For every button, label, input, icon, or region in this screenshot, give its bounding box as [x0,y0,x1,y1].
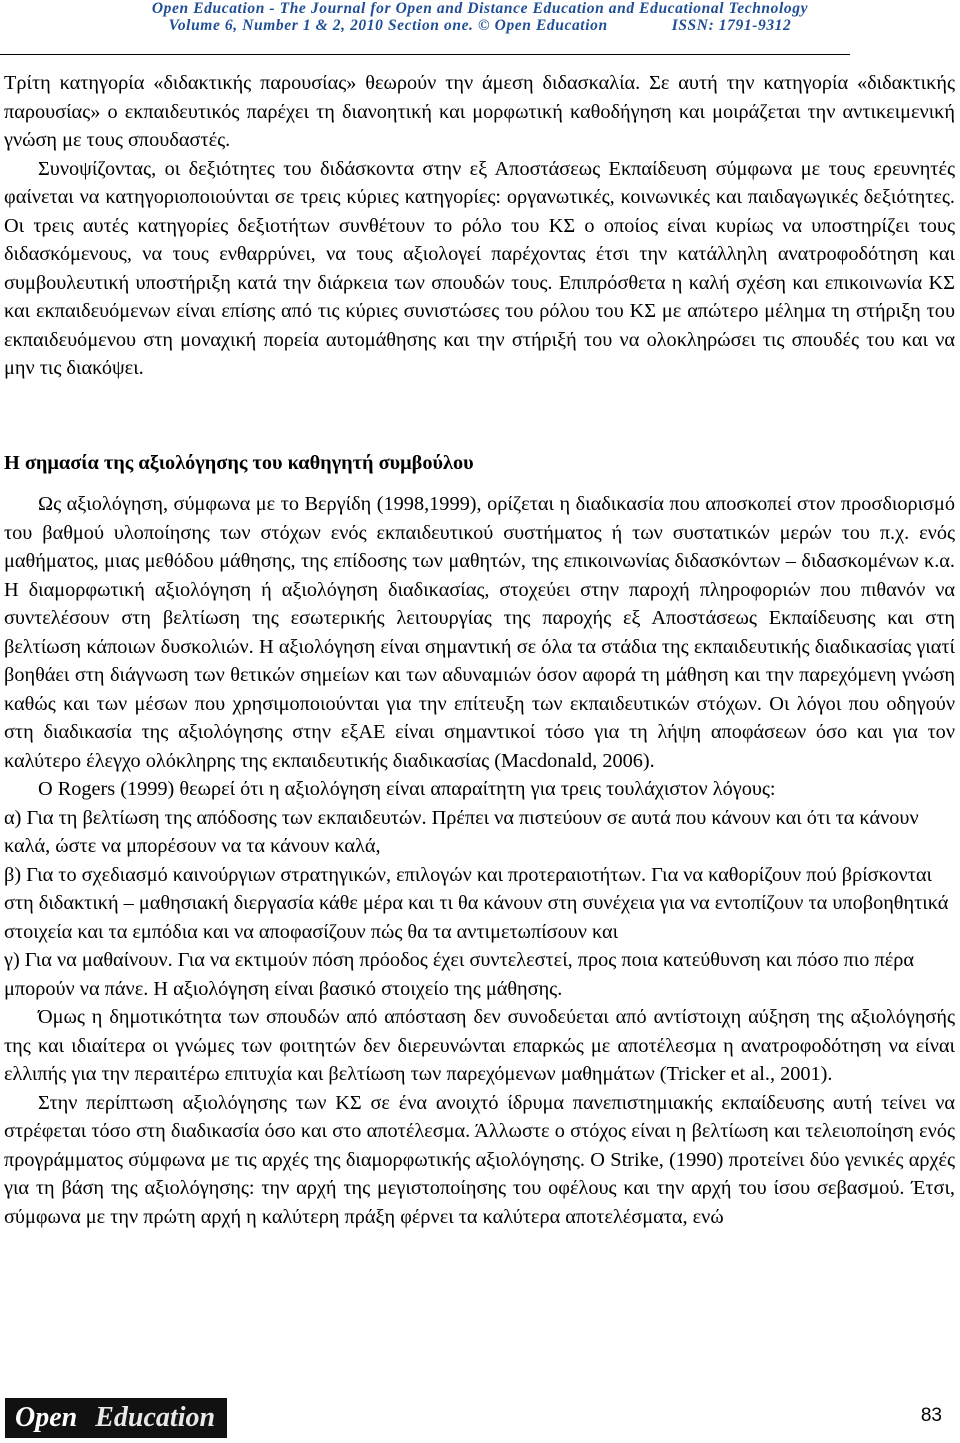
paragraph: Όμως η δημοτικότητα των σπουδών από απόσταση δεν συνοδεύεται από αντίστοιχη αύξηση της αξιολόγησής της και ιδιαίτερα οι γνώμες των φοιτητών δεν διερευνώνται επαρκώς με αποτέλεσμα η ανατροφοδότηση να είναι ελλιπής για την περαιτέρω επιτυχία και βελτίωση των παρεχόμενων μαθημάτων (Tricker et al., 2001). [4,1006,955,1085]
open-education-logo [5,1398,227,1438]
list-item: β) Για το σχεδιασμό καινούργιων στρατηγικών, επιλογών και προτεραιοτήτων. Για να καθορίζουν πού βρίσκονται στη διδακτική – μαθησιακή διεργασία κάθε μέρα και τι θα κάνουν στη συνέχεια για να εντοπίζουν τα υποβοηθητικά στοιχεία και τα εμπόδια και να αποφασίζουν πώς θα τα αντιμετωπίσουν και [4,863,949,943]
list-item: γ) Για να μαθαίνουν. Για να εκτιμούν πόση πρόοδος έχει συντελεστεί, προς ποια κατεύθυνση και πόσο πιο πέρα μπορούν να πάνε. Η αξιολόγηση είναι βασικό στοιχείο της μάθησης. [4,949,914,1000]
issn-text: ISSN: 1791-9312 [671,17,792,34]
list-item: α) Για τη βελτίωση της απόδοσης των εκπαιδευτών. Πρέπει να πιστεύουν σε αυτά που κάνουν και ότι τα κάνουν καλά, ώστε να μπορέσουν να τα κάνουν καλά, [4,806,919,857]
section-heading: Η σημασία της αξιολόγησης του καθηγητή συμβούλου [4,452,474,474]
paragraph: Συνοψίζοντας, οι δεξιότητες του διδάσκοντα στην εξ Αποστάσεως Εκπαίδευση σύμφωνα με τους ερευνητές φαίνεται να κατηγοριοποιούνται σε τρεις κύριες κατηγορίες: οργανωτικές, κοινωνικές και παιδαγωγικές δεξιότητες. Οι τρεις αυτές κατηγορίες δεξιοτήτων συνθέτουν το ρόλο του ΚΣ ο οποίος είναι κυρίως να υποστηρίζει τους διδασκόμενους, να τους ενθαρρύνει, να τους αξιολογεί παρέχοντας έτσι την κατάλληλη ανατροφοδότηση και συμβουλευτική υποστήριξη κατά την διάρκεια των σπουδών τους. Επιπρόσθετα η καλή σχέση και επικοινωνία ΚΣ και εκπαιδευόμενων είναι επίσης από τις κύριες συνιστώσες του ρόλου του ΚΣ με απώτερο μέλημα τη στήριξη του εκπαιδευόμενου στη μοναχική πορεία αυτομάθησης και την στήριξή του να ολοκληρώσει τις σπουδές του και να μην τις διακόψει. [4,157,955,379]
body-text-top [4,69,955,383]
paragraph: Ως αξιολόγηση, σύμφωνα με το Βεργίδη (1998,1999), ορίζεται η διαδικασία που αποσκοπεί στον προσδιορισμό του βαθμού υλοποίησης των στόχων ενός εκπαιδευτικού συστήματος ή των συστατικών μερών του π.χ. ενός μαθήματος, μιας μεθόδου μάθησης, της επίδοσης των μαθητών, της επικοινωνίας διδασκόντων – διδασκομένων κ.α. Η διαμορφωτική αξιολόγηση ή αξιολόγηση διαδικασίας, στοχεύει στην παροχή πληροφοριών που πιθανόν να συντελέσουν στη βελτίωση της εσωτερικής λειτουργίας της παροχής εξ Αποστάσεως Εκπαίδευσης και στη βελτίωση κάποιων δυσκολιών. Η αξιολόγηση είναι σημαντική σε όλα τα στάδια της εκπαιδευτικής διαδικασίας γιατί βοηθάει στη διάγνωση των θετικών σημείων και των αδυναμιών όσον αφορά τη μάθηση και την παρεχόμενη γνώση καθώς και των μέσων που χρησιμοποιούνται για την επίτευξη των εκπαιδευτικών στόχων. Οι λόγοι που οδηγούν στη διαδικασία της αξιολόγησης στην εξΑΕ είναι σημαντικοί τόσο για τη λήψη αποφάσεων όσο και για τον καλύτερο έλεγχο ολόκληρης της εκπαιδευτικής διαδικασίας (Macdonald, 2006). [4,493,955,772]
logo-word-education: Education [95,1402,216,1433]
header-rule [0,54,850,55]
paragraph: Τρίτη κατηγορία «διδακτικής παρουσίας» θεωρούν την άμεση διδασκαλία. Σε αυτή την κατηγορία «διδακτικής παρουσίας» ο εκπαιδευτικός παρέχει τη διανοητική και μορφωτική καθοδήγηση και μοιράζεται την αντικειμενική γνώση με τους σπουδαστές. [4,72,955,151]
logo-word-open: Open [15,1402,78,1433]
page-number: 83 [920,1405,942,1426]
paragraph: Στην περίπτωση αξιολόγησης των ΚΣ σε ένα ανοιχτό ίδρυμα πανεπιστημιακής εκπαίδευσης αυτή τείνει να στρέφεται τόσο στη διαδικασία όσο και στο αποτέλεσμα. Άλλωστε ο στόχος είναι η βελτίωση και τελειοποίηση ενός προγράμματος σύμφωνα με τις αρχές της διαμορφωτικής αξιολόγησης. Ο Strike, (1990) προτείνει δύο γενικές αρχές για τη βάση της αξιολόγησης: την αρχή της μεγιστοποίησης του οφέλους και την αρχή του ίσου σεβασμού. Έτσι, σύμφωνα με την πρώτη αρχή η καλύτερη πράξη φέρνει τα καλύτερα αποτελέσματα, ενώ [4,1091,955,1228]
journal-header-volume [0,17,960,35]
paragraph: Ο Rogers (1999) θεωρεί ότι η αξιολόγηση είναι απαραίτητη για τρεις τουλάχιστον λόγους: [38,778,776,800]
volume-text: Volume 6, Number 1 & 2, 2010 Section one. © Open Education [168,17,608,34]
body-text-bottom [4,490,955,1231]
journal-header-title: Open Education - The Journal for Open and Distance Education and Educational Technology [151,0,809,17]
